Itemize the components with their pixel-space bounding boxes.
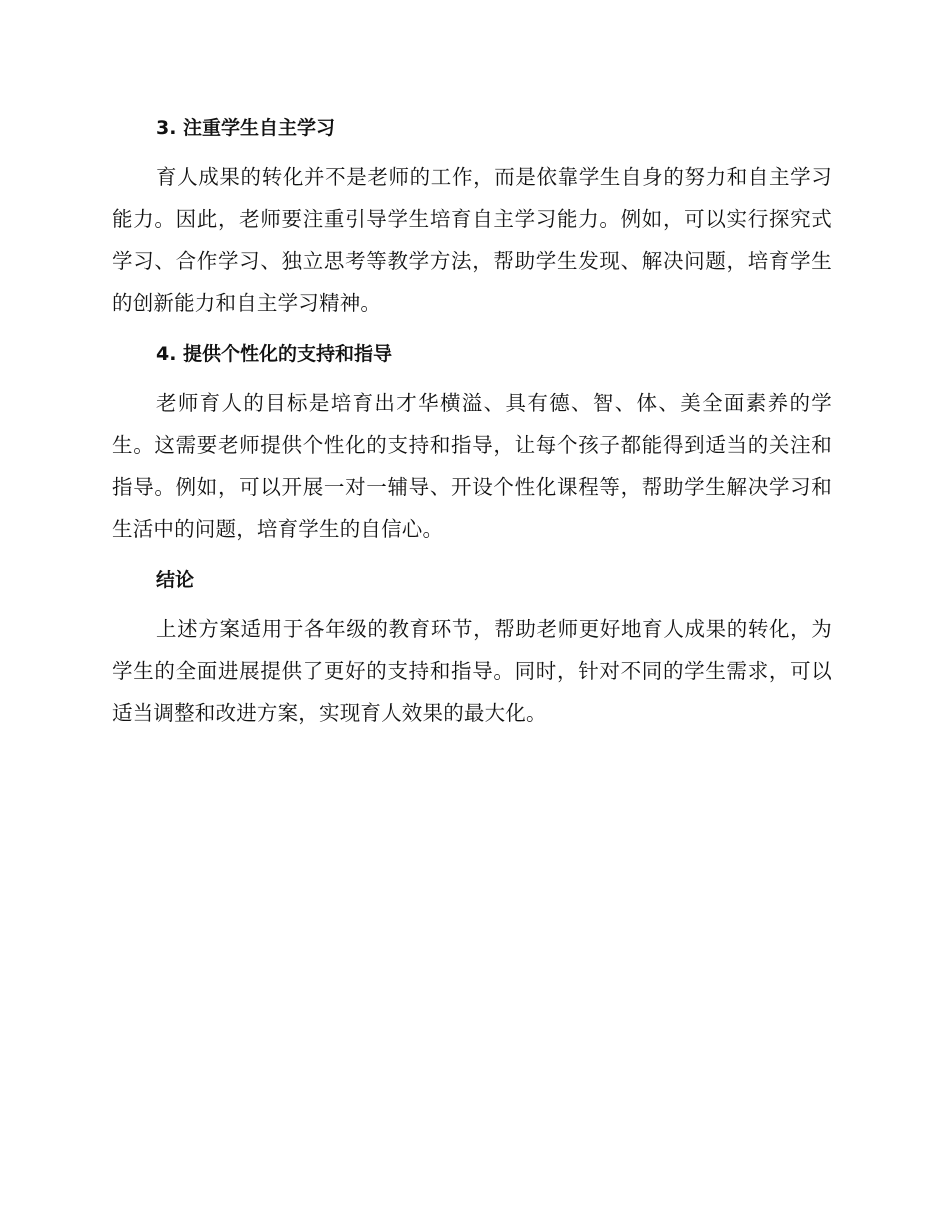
section-heading-self-learning: 3. 注重学生自主学习 [156, 117, 336, 139]
section-paragraph-self-learning: 育人成果的转化并不是老师的工作，而是依靠学生自身的努力和自主学习能力。因此，老师要注重引导学生培育自主学习能力。例如，可以实行探究式学习、合作学习、独立思考等教学方法，帮助学生发现、解决问题，培育学生的创新能力和自主学习精神。 [112, 165, 832, 315]
section-paragraph-personalized-support: 老师育人的目标是培育出才华横溢、具有德、智、体、美全面素养的学生。这需要老师提供个性化的支持和指导，让每个孩子都能得到适当的关注和指导。例如，可以开展一对一辅导、开设个性化课程等，帮助学生解决学习和生活中的问题，培育学生的自信心。 [112, 391, 832, 541]
section-paragraph-conclusion: 上述方案适用于各年级的教育环节，帮助老师更好地育人成果的转化，为学生的全面进展提供了更好的支持和指导。同时，针对不同的学生需求，可以适当调整和改进方案，实现育人效果的最大化。 [112, 617, 832, 725]
section-heading-conclusion: 结论 [156, 569, 195, 591]
document-body [112, 108, 832, 744]
section-heading-personalized-support: 4. 提供个性化的支持和指导 [156, 343, 393, 365]
